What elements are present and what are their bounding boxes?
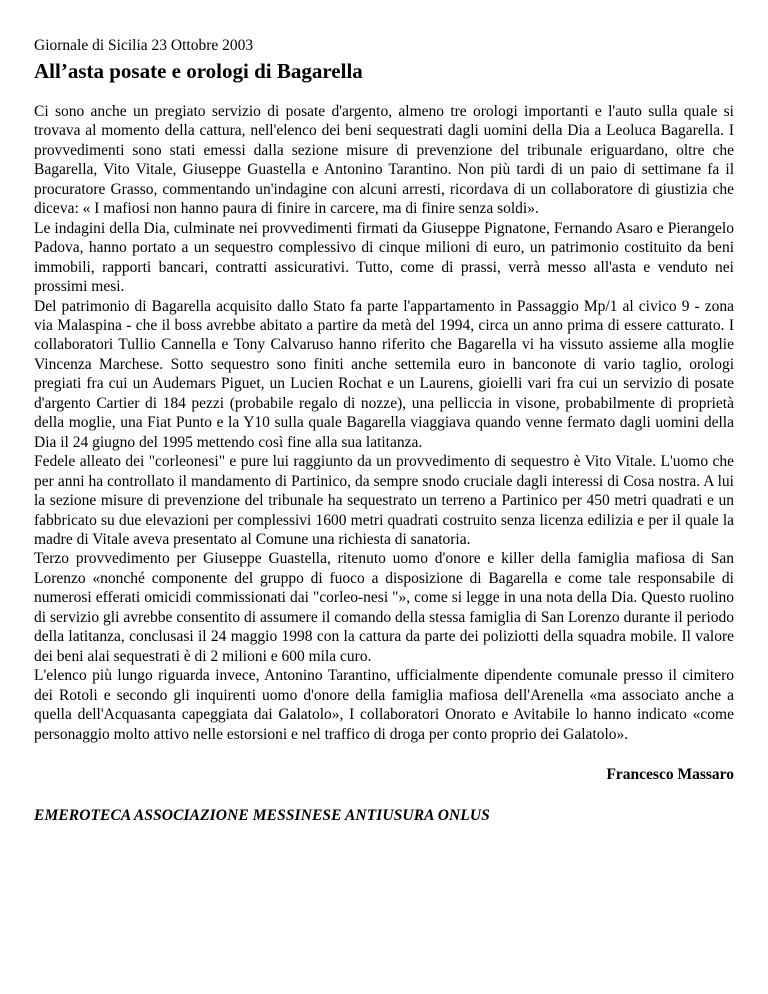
article-paragraph: Fedele alleato dei "corleonesi" e pure lui raggiunto da un provvedimento di sequestro è Vito Vitale. L'uomo che per anni ha controllato il mandamento di Partinico, da sempre snodo cruciale dagli interessi di Cosa nostra. A lui la sezione misure di prevenzione del tribunale ha sequestrato un terreno a Partinico per 450 metri quadrati e un fabbricato su due elevazioni per complessivi 1600 metri quadrati costruito senza licenza edilizia e per il quale la madre di Vitale aveva presentato al Comune una richiesta di sanatoria. — [34, 453, 734, 548]
article-paragraph: Terzo provvedimento per Giuseppe Guastella, ritenuto uomo d'onore e killer della famiglia mafiosa di San Lorenzo «nonché componente del gruppo di fuoco a disposizione di Bagarella e come tale responsabile di numerosi efferati omicidi commissionati dai "corleo-nesi "», come si legge in una nota della Dia. Questo ruolino di servizio gli avrebbe consentito di assumere il comando della stessa famiglia di San Lorenzo durante il periodo della latitanza, conclusasi il 24 maggio 1998 con la cattura da parte dei poliziotti della squadra mobile. Il valore dei beni alai sequestrati è di 2 milioni e 600 mila curo. — [34, 550, 734, 665]
article-body — [34, 102, 734, 744]
archive-footer: EMEROTECA ASSOCIAZIONE MESSINESE ANTIUSURA ONLUS — [34, 806, 490, 824]
document-page — [34, 36, 734, 826]
article-paragraph: L'elenco più lungo riguarda invece, Antonino Tarantino, ufficialmente dipendente comunale presso il cimitero dei Rotoli e secondo gli inquirenti uomo d'onore della famiglia mafiosa dell'Arenella «ma associato anche a quella dell'Acquasanta capeggiata dai Galatolo», I collaboratori Onorato e Avitabile lo hanno indicato «come personaggio molto attivo nelle estorsioni e nel traffico di droga per conto proprio dei Galatolo». — [34, 667, 734, 743]
newspaper-source: Giornale di Sicilia 23 Ottobre 2003 — [34, 37, 254, 54]
article-paragraph: Le indagini della Dia, culminate nei provvedimenti firmati da Giuseppe Pignatone, Fernando Asaro e Pierangelo Padova, hanno portato a un sequestro complessivo di cinque milioni di euro, un patrimonio costituito da beni immobili, rapporti bancari, contratti assicurativi. Tutto, come di prassi, verrà messo all'asta e venduto nei prossimi mesi. — [34, 219, 734, 296]
article-title: All’asta posate e orologi di Bagarella — [34, 59, 363, 83]
author-signature: Francesco Massaro — [606, 765, 734, 783]
article-paragraph: Del patrimonio di Bagarella acquisito dallo Stato fa parte l'appartamento in Passaggio Mp/1 al civico 9 - zona via Malaspina - che il boss avrebbe abitato a partire da metà del 1994, circa un anno prima di essere catturato. I collaboratori Tullio Cannella e Tony Calvaruso hanno riferito che Bagarella vi ha vissuto assieme alla moglie Vincenza Marchese. Sotto sequestro sono finiti anche settemila euro in banconote di vario taglio, orologi pregiati fra cui un Audemars Piguet, un Lucien Rochat e un Laurens, gioielli vari fra cui un servizio di posate d'argento Cartier di 184 pezzi (probabile regalo di nozze), una pelliccia in visone, probabilmente di proprietà della moglie, una Fiat Punto e la Y10 sulla quale Bagarella viaggiava quando venne fermato dagli uomini della Dia il 24 giugno del 1995 mettendo così fine alla sua latitanza. — [34, 297, 734, 451]
article-paragraph: Ci sono anche un pregiato servizio di posate d'argento, almeno tre orologi importanti e l'auto sulla quale si trovava al momento della cattura, nell'elenco dei beni sequestrati dagli uomini della Dia a Leoluca Bagarella. I provvedimenti sono stati emessi dalla sezione misure di prevenzione del tribunale eriguardano, oltre che Bagarella, Vito Vitale, Giuseppe Guastella e Antonino Tarantino. Non più tardi di un paio di settimane fa il procuratore Grasso, commentando un'indagine con alcuni arresti, ricordava di un collaboratore di giustizia che diceva: « I mafiosi non hanno paura di finire in carcere, ma di finire senza soldi». — [34, 103, 734, 218]
